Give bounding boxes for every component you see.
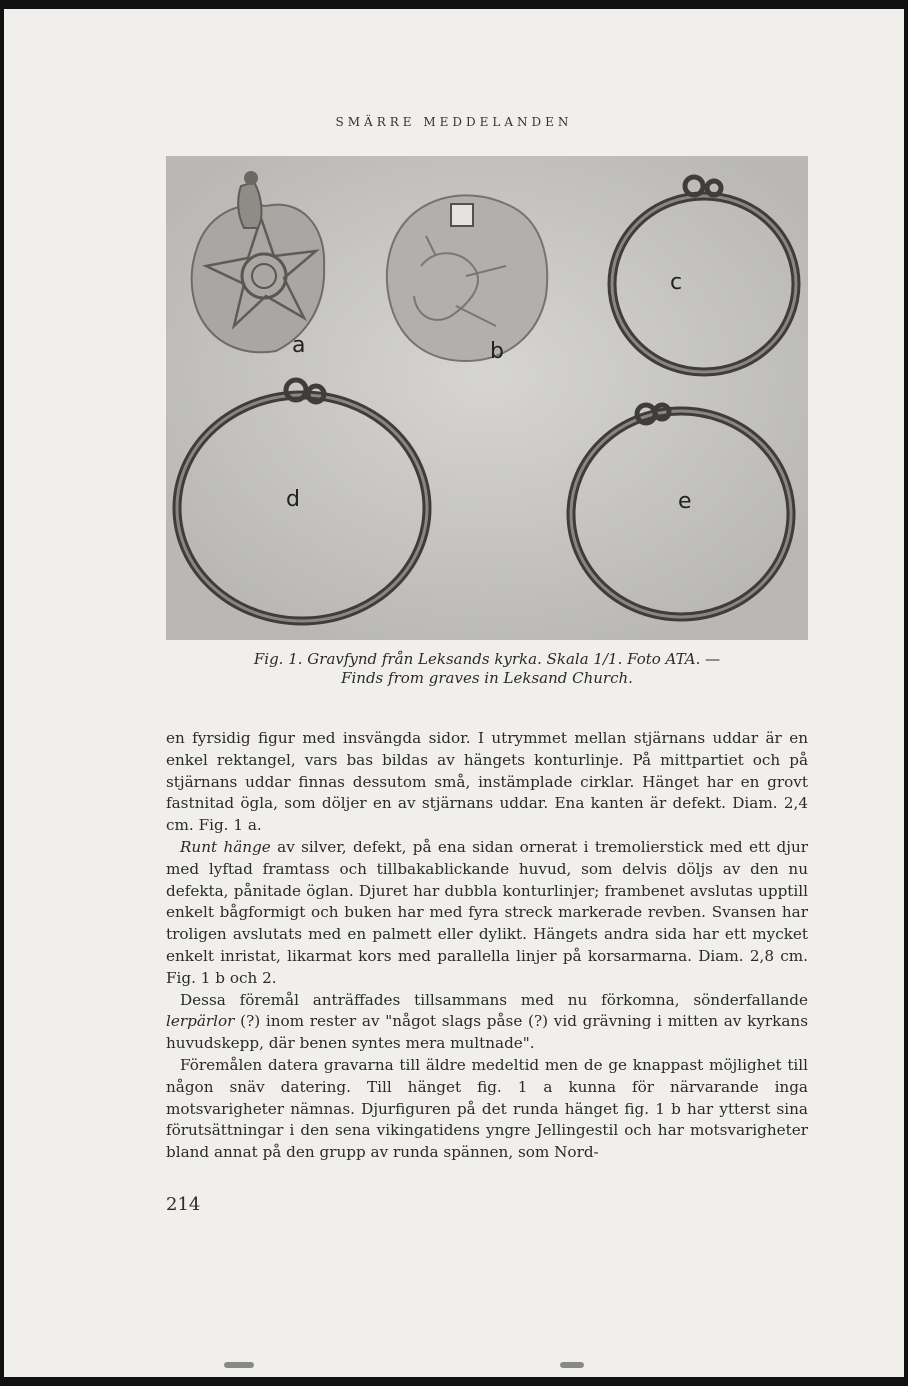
paragraph-3 (166, 990, 808, 1055)
paragraph-1: en fyrsidig figur med insvängda sidor. I utrymmet mellan stjärnans uddar är en enkel rektangel, vars bas bildas av hängets konturlinje. På mittpartiet och på stjärnans uddar finnas dessutom små, instämplade cirklar. Hänget har en grovt fastnitad ögla, som döljer en av stjärnans uddar. Ena kanten är defekt. Diam. 2,4 cm. Fig. 1 a. (166, 729, 808, 835)
label-d: d (286, 487, 300, 512)
scan-smudge (224, 1362, 254, 1368)
caption-swedish: Fig. 1. Gravfynd från Leksands kyrka. Skala 1/1. Foto ATA. — (253, 650, 721, 668)
label-b: b (490, 339, 504, 364)
label-e: e (678, 489, 692, 514)
paragraph-2-text: av silver, defekt, på ena sidan ornerat i tremolierstick med ett djur med lyftad framtass och tillbakablickande huvud, som delvis döljs av den nu defekta, pånitade öglan. Djuret har dubbla konturlinjer; frambenet avslutas upptill enkelt bågformigt och buken har med fyra streck markerade revben. Svansen har troligen avslutats med en palmett eller dylikt. Hängets andra sida har ett mycket enkelt inristat, likarmat kors med parallella linjer på korsarmarna. Diam. 2,8 cm. Fig. 1 b och 2. (166, 837, 809, 987)
paragraph-3-text-b: (?) inom rester av "något slags påse (?) vid grävning i mitten av kyrkans huvudskepp, där benen syntes mera multnade". (166, 1012, 808, 1053)
body-text (166, 728, 808, 1164)
paragraph-2-emphasis: Runt hänge (180, 837, 271, 856)
paragraph-3-emphasis: lerpärlor (166, 1012, 235, 1031)
pendant-b-image (387, 195, 547, 361)
figure-photo (166, 156, 808, 640)
label-c: c (670, 270, 683, 295)
page-number: 214 (166, 1194, 201, 1215)
paragraph-2 (166, 837, 808, 990)
paragraph-3-text-a: Dessa föremål anträffades tillsammans med nu förkomna, sönderfallande (180, 990, 808, 1009)
figure-caption (166, 650, 808, 688)
paragraph-4: Föremålen datera gravarna till äldre medeltid men de ge knappast möjlighet till någon snäv datering. Till hänget fig. 1 a kunna för närvarande inga motsvarigheter nämnas. Djurfiguren på det runda hänget fig. 1 b har ytterst sina förutsättningar i den sena vikingatidens yngre Jellingestil och har motsvarigheter bland annat på den grupp av runda spännen, som Nord- (166, 1055, 808, 1162)
caption-english: Finds from graves in Leksand Church. (341, 669, 633, 687)
scan-smudge (560, 1362, 584, 1368)
label-a: a (292, 333, 306, 358)
figure-plate (166, 156, 808, 640)
running-head: SMÄRRE MEDDELANDEN (335, 115, 573, 129)
